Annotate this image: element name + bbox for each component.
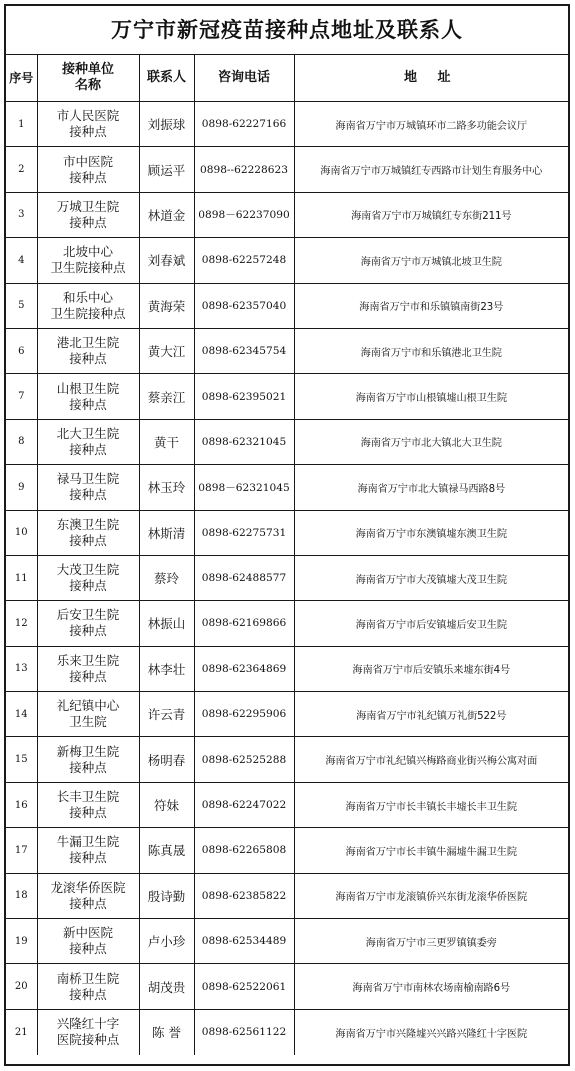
address: 海南省万宁市和乐镇港北卫生院 <box>294 328 568 373</box>
unit-name-cell <box>37 419 139 464</box>
table-row <box>6 283 568 328</box>
unit-name-cell <box>37 465 139 510</box>
address: 海南省万宁市三更罗镇镇委旁 <box>294 919 568 964</box>
phone-number: 0898-62357040 <box>194 283 294 328</box>
row-number: 6 <box>6 328 37 373</box>
phone-number: 0898-62534489 <box>194 919 294 964</box>
unit-name-line: 接种点 <box>69 532 107 548</box>
unit-name-line: 新梅卫生院 <box>56 743 120 759</box>
address: 海南省万宁市万城镇红专西路市计划生育服务中心 <box>294 147 568 192</box>
row-number: 13 <box>6 646 37 691</box>
unit-name-cell <box>37 737 139 782</box>
row-number: 10 <box>6 510 37 555</box>
unit-name-cell <box>37 601 139 646</box>
unit-name-cell <box>37 147 139 192</box>
contact-person: 林道金 <box>139 192 194 237</box>
contact-person: 胡茂贵 <box>139 964 194 1009</box>
unit-name-line: 接种点 <box>69 169 107 185</box>
unit-name-line: 市中医院 <box>62 153 113 169</box>
row-number: 8 <box>6 419 37 464</box>
address: 海南省万宁市和乐镇镇南街23号 <box>294 283 568 328</box>
unit-name-cell <box>37 192 139 237</box>
address: 海南省万宁市山根镇墟山根卫生院 <box>294 374 568 419</box>
table-row <box>6 192 568 237</box>
phone-number: 0898-62395021 <box>194 374 294 419</box>
table-row <box>6 919 568 964</box>
phone-number: 0898-62227166 <box>194 102 294 147</box>
row-number: 12 <box>6 601 37 646</box>
table-row <box>6 510 568 555</box>
unit-name-line: 禄马卫生院 <box>56 471 120 487</box>
unit-name-line: 新中医院 <box>62 925 113 941</box>
contact-person: 林斯清 <box>139 510 194 555</box>
phone-number: 0898－62321045 <box>194 465 294 510</box>
unit-name-line: 牛漏卫生院 <box>56 834 120 850</box>
table-row <box>6 964 568 1009</box>
table-row <box>6 419 568 464</box>
address: 海南省万宁市北大镇北大卫生院 <box>294 419 568 464</box>
contact-person: 黄海荣 <box>139 283 194 328</box>
unit-name-line: 接种点 <box>69 941 107 957</box>
phone-number: 0898-62295906 <box>194 692 294 737</box>
table-row <box>6 692 568 737</box>
contact-person: 杨明春 <box>139 737 194 782</box>
phone-number: 0898-62561122 <box>194 1009 294 1054</box>
contact-person: 刘春斌 <box>139 238 194 283</box>
unit-name-cell <box>37 692 139 737</box>
unit-name-line: 接种点 <box>69 578 107 594</box>
address: 海南省万宁市万城镇红专东街211号 <box>294 192 568 237</box>
table-row <box>6 328 568 373</box>
unit-name-cell <box>37 374 139 419</box>
table-row <box>6 1009 568 1054</box>
unit-name-line: 乐来卫生院 <box>56 652 120 668</box>
phone-number: 0898-62488577 <box>194 555 294 600</box>
contact-person: 陈 誉 <box>139 1009 194 1054</box>
unit-name-cell <box>37 646 139 691</box>
row-number: 2 <box>6 147 37 192</box>
address: 海南省万宁市后安镇乐来墟东街4号 <box>294 646 568 691</box>
unit-name-cell <box>37 555 139 600</box>
unit-name-cell <box>37 919 139 964</box>
unit-name-line: 礼纪镇中心 <box>56 698 120 714</box>
phone-number: 0898-62265808 <box>194 828 294 873</box>
unit-name-line: 接种点 <box>69 214 107 230</box>
header-unit-line1: 接种单位 <box>61 62 114 77</box>
unit-name-line: 北大卫生院 <box>56 425 120 441</box>
phone-number: 0898-62247022 <box>194 782 294 827</box>
unit-name-line: 东澳卫生院 <box>56 516 120 532</box>
address: 海南省万宁市龙滚镇侨兴东街龙滚华侨医院 <box>294 873 568 918</box>
unit-name-line: 港北卫生院 <box>56 335 120 351</box>
row-number: 16 <box>6 782 37 827</box>
unit-name-line: 卫生院接种点 <box>50 305 126 321</box>
unit-name-line: 南桥卫生院 <box>56 970 120 986</box>
contact-person: 蔡玲 <box>139 555 194 600</box>
phone-number: 0898-62525288 <box>194 737 294 782</box>
address: 海南省万宁市万城镇北坡卫生院 <box>294 238 568 283</box>
vaccination-sites-sheet <box>4 4 570 1066</box>
table-row <box>6 147 568 192</box>
table-row <box>6 873 568 918</box>
address: 海南省万宁市大茂镇墟大茂卫生院 <box>294 555 568 600</box>
unit-name-line: 接种点 <box>69 759 107 775</box>
unit-name-line: 接种点 <box>69 351 107 367</box>
row-number: 9 <box>6 465 37 510</box>
row-number: 19 <box>6 919 37 964</box>
contact-person: 蔡亲江 <box>139 374 194 419</box>
unit-name-line: 接种点 <box>69 895 107 911</box>
unit-name-line: 长丰卫生院 <box>56 789 120 805</box>
header-address: 地 址 <box>294 55 568 102</box>
table-row <box>6 646 568 691</box>
unit-name-line: 医院接种点 <box>56 1032 120 1048</box>
table-row <box>6 555 568 600</box>
phone-number: 0898-62385822 <box>194 873 294 918</box>
unit-name-cell <box>37 828 139 873</box>
unit-name-cell <box>37 328 139 373</box>
unit-name-line: 卫生院接种点 <box>50 260 126 276</box>
address: 海南省万宁市礼纪镇兴梅路商业街兴梅公寓对面 <box>294 737 568 782</box>
phone-number: 0898－62237090 <box>194 192 294 237</box>
unit-name-line: 龙滚华侨医院 <box>50 879 126 895</box>
unit-name-line: 接种点 <box>69 124 107 140</box>
unit-name-line: 后安卫生院 <box>56 607 120 623</box>
address: 海南省万宁市礼纪镇万礼街522号 <box>294 692 568 737</box>
table-header <box>6 55 568 102</box>
phone-number: 0898-62275731 <box>194 510 294 555</box>
unit-name-line: 接种点 <box>69 487 107 503</box>
unit-name-line: 接种点 <box>69 805 107 821</box>
address: 海南省万宁市长丰镇牛漏墟牛漏卫生院 <box>294 828 568 873</box>
unit-name-line: 市人民医院 <box>56 108 120 124</box>
address: 海南省万宁市长丰镇长丰墟长丰卫生院 <box>294 782 568 827</box>
contact-person: 黄干 <box>139 419 194 464</box>
header-no: 序号 <box>6 55 37 102</box>
contact-person: 林李壮 <box>139 646 194 691</box>
contact-person: 殷诗勤 <box>139 873 194 918</box>
phone-number: 0898-62257248 <box>194 238 294 283</box>
contact-person: 林玉玲 <box>139 465 194 510</box>
unit-name-line: 接种点 <box>69 623 107 639</box>
header-unit <box>37 55 139 102</box>
table-row <box>6 102 568 147</box>
page-title: 万宁市新冠疫苗接种点地址及联系人 <box>6 6 568 55</box>
unit-name-cell <box>37 238 139 283</box>
unit-name-cell <box>37 782 139 827</box>
row-number: 21 <box>6 1009 37 1054</box>
row-number: 11 <box>6 555 37 600</box>
sites-table <box>6 55 568 1055</box>
table-row <box>6 828 568 873</box>
unit-name-line: 兴隆红十字 <box>56 1016 120 1032</box>
address: 海南省万宁市万城镇环市二路多功能会议厅 <box>294 102 568 147</box>
unit-name-line: 接种点 <box>69 850 107 866</box>
table-row <box>6 737 568 782</box>
row-number: 20 <box>6 964 37 1009</box>
contact-person: 符妹 <box>139 782 194 827</box>
address: 海南省万宁市南林农场南榆南路6号 <box>294 964 568 1009</box>
row-number: 4 <box>6 238 37 283</box>
address: 海南省万宁市后安镇墟后安卫生院 <box>294 601 568 646</box>
row-number: 14 <box>6 692 37 737</box>
unit-name-line: 北坡中心 <box>62 244 113 260</box>
contact-person: 陈真晟 <box>139 828 194 873</box>
unit-name-line: 接种点 <box>69 441 107 457</box>
unit-name-cell <box>37 964 139 1009</box>
unit-name-line: 万城卫生院 <box>56 198 120 214</box>
contact-person: 刘振球 <box>139 102 194 147</box>
unit-name-cell <box>37 873 139 918</box>
contact-person: 卢小珍 <box>139 919 194 964</box>
unit-name-line: 大茂卫生院 <box>56 562 120 578</box>
contact-person: 黄大江 <box>139 328 194 373</box>
phone-number: 0898-62169866 <box>194 601 294 646</box>
row-number: 17 <box>6 828 37 873</box>
unit-name-line: 和乐中心 <box>62 289 113 305</box>
row-number: 3 <box>6 192 37 237</box>
header-row <box>6 55 568 102</box>
unit-name-cell <box>37 510 139 555</box>
contact-person: 林振山 <box>139 601 194 646</box>
row-number: 1 <box>6 102 37 147</box>
row-number: 5 <box>6 283 37 328</box>
phone-number: 0898-62522061 <box>194 964 294 1009</box>
table-row <box>6 374 568 419</box>
address: 海南省万宁市兴隆墟兴兴路兴隆红十字医院 <box>294 1009 568 1054</box>
contact-person: 顾运平 <box>139 147 194 192</box>
row-number: 15 <box>6 737 37 782</box>
table-row <box>6 238 568 283</box>
phone-number: 0898-62345754 <box>194 328 294 373</box>
unit-name-line: 接种点 <box>69 668 107 684</box>
header-phone: 咨询电话 <box>194 55 294 102</box>
header-unit-line2: 名称 <box>74 78 101 93</box>
header-contact: 联系人 <box>139 55 194 102</box>
unit-name-cell <box>37 283 139 328</box>
phone-number: 0898-62321045 <box>194 419 294 464</box>
table-body <box>6 102 568 1055</box>
contact-person: 许云青 <box>139 692 194 737</box>
address: 海南省万宁市北大镇禄马西路8号 <box>294 465 568 510</box>
table-row <box>6 465 568 510</box>
unit-name-cell <box>37 102 139 147</box>
unit-name-line: 接种点 <box>69 986 107 1002</box>
table-row <box>6 601 568 646</box>
unit-name-line: 卫生院 <box>69 714 107 730</box>
row-number: 18 <box>6 873 37 918</box>
unit-name-line: 山根卫生院 <box>56 380 120 396</box>
phone-number: 0898--62228623 <box>194 147 294 192</box>
unit-name-cell <box>37 1009 139 1054</box>
address: 海南省万宁市东澳镇墟东澳卫生院 <box>294 510 568 555</box>
table-row <box>6 782 568 827</box>
phone-number: 0898-62364869 <box>194 646 294 691</box>
unit-name-line: 接种点 <box>69 396 107 412</box>
row-number: 7 <box>6 374 37 419</box>
